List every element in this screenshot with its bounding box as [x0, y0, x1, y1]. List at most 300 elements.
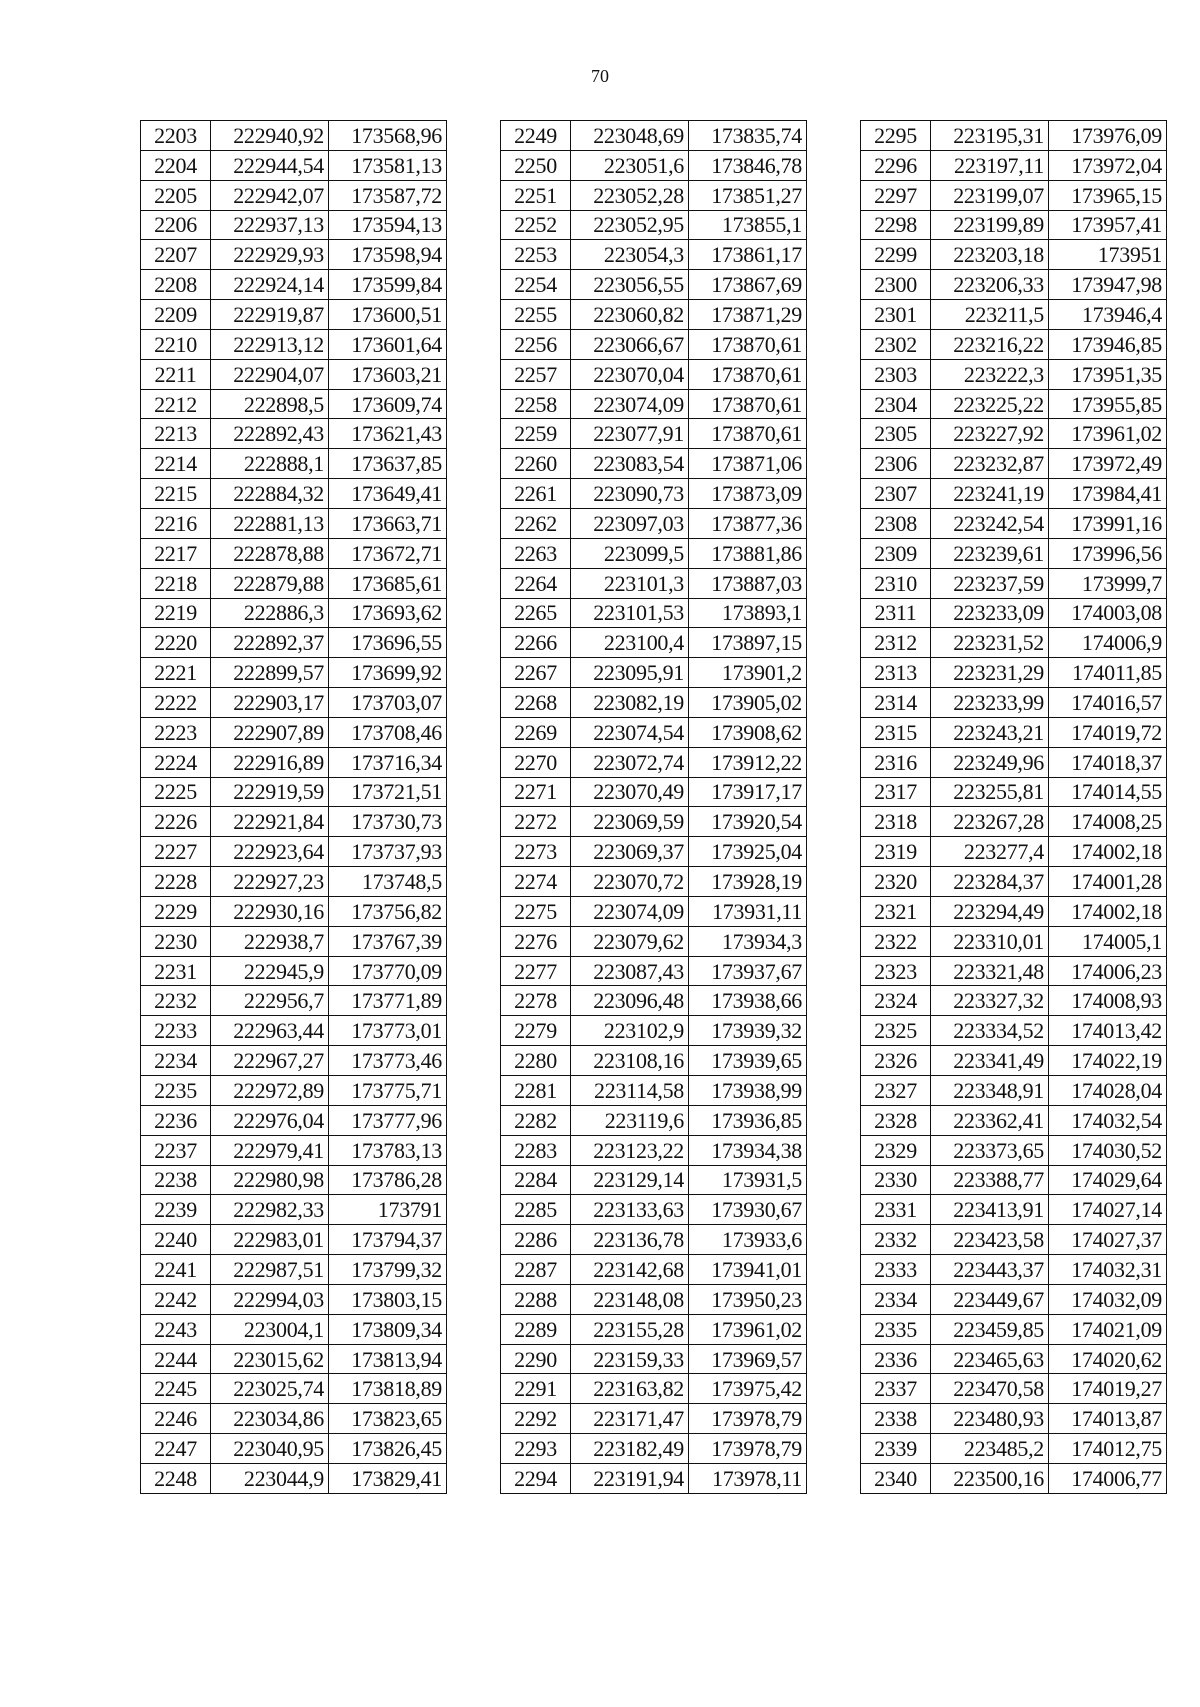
point-number-cell: 2261: [501, 479, 571, 509]
x-coordinate-cell: 223443,37: [931, 1255, 1049, 1285]
table-row: [861, 1284, 1167, 1314]
y-coordinate-cell: 173721,51: [329, 777, 447, 807]
y-coordinate-cell: 173905,02: [689, 688, 807, 718]
point-number-cell: 2256: [501, 329, 571, 359]
point-number-cell: 2336: [861, 1344, 931, 1374]
x-coordinate-cell: 223074,54: [571, 717, 689, 747]
table-row: [501, 896, 807, 926]
table-row: [501, 867, 807, 897]
table-row: [501, 1434, 807, 1464]
point-number-cell: 2240: [141, 1225, 211, 1255]
table-row: [861, 270, 1167, 300]
x-coordinate-cell: 222982,33: [211, 1195, 329, 1225]
y-coordinate-cell: 173851,27: [689, 180, 807, 210]
table-row: [861, 1046, 1167, 1076]
y-coordinate-cell: 173925,04: [689, 837, 807, 867]
table-row: [861, 1076, 1167, 1106]
x-coordinate-cell: 222903,17: [211, 688, 329, 718]
table-row: [861, 121, 1167, 151]
table-row: [501, 538, 807, 568]
x-coordinate-cell: 223470,58: [931, 1374, 1049, 1404]
table-row: [141, 568, 447, 598]
y-coordinate-cell: 173969,57: [689, 1344, 807, 1374]
x-coordinate-cell: 223277,4: [931, 837, 1049, 867]
point-number-cell: 2281: [501, 1076, 571, 1106]
coordinate-table-2: [500, 120, 807, 1494]
point-number-cell: 2260: [501, 449, 571, 479]
y-coordinate-cell: 173599,84: [329, 270, 447, 300]
point-number-cell: 2285: [501, 1195, 571, 1225]
x-coordinate-cell: 222898,5: [211, 389, 329, 419]
y-coordinate-cell: 173938,66: [689, 986, 807, 1016]
point-number-cell: 2270: [501, 747, 571, 777]
table-row: [141, 926, 447, 956]
point-number-cell: 2227: [141, 837, 211, 867]
point-number-cell: 2250: [501, 150, 571, 180]
x-coordinate-cell: 223090,73: [571, 479, 689, 509]
point-number-cell: 2320: [861, 867, 931, 897]
table-row: [141, 717, 447, 747]
y-coordinate-cell: 173855,1: [689, 210, 807, 240]
table-row: [861, 867, 1167, 897]
point-number-cell: 2318: [861, 807, 931, 837]
y-coordinate-cell: 173946,4: [1049, 300, 1167, 330]
y-coordinate-cell: 173893,1: [689, 598, 807, 628]
point-number-cell: 2236: [141, 1105, 211, 1135]
x-coordinate-cell: 222921,84: [211, 807, 329, 837]
y-coordinate-cell: 173609,74: [329, 389, 447, 419]
point-number-cell: 2224: [141, 747, 211, 777]
point-number-cell: 2219: [141, 598, 211, 628]
x-coordinate-cell: 223413,91: [931, 1195, 1049, 1225]
y-coordinate-cell: 173996,56: [1049, 538, 1167, 568]
table-row: [141, 1076, 447, 1106]
y-coordinate-cell: 173699,92: [329, 658, 447, 688]
x-coordinate-cell: 222892,43: [211, 419, 329, 449]
point-number-cell: 2288: [501, 1284, 571, 1314]
point-number-cell: 2218: [141, 568, 211, 598]
point-number-cell: 2228: [141, 867, 211, 897]
x-coordinate-cell: 223321,48: [931, 956, 1049, 986]
y-coordinate-cell: 173730,73: [329, 807, 447, 837]
y-coordinate-cell: 174028,04: [1049, 1076, 1167, 1106]
y-coordinate-cell: 173663,71: [329, 508, 447, 538]
point-number-cell: 2302: [861, 329, 931, 359]
y-coordinate-cell: 173972,04: [1049, 150, 1167, 180]
y-coordinate-cell: 173961,02: [689, 1314, 807, 1344]
point-number-cell: 2280: [501, 1046, 571, 1076]
x-coordinate-cell: 222979,41: [211, 1135, 329, 1165]
x-coordinate-cell: 223239,61: [931, 538, 1049, 568]
table-row: [501, 240, 807, 270]
table-row: [141, 1135, 447, 1165]
table-row: [501, 1016, 807, 1046]
point-number-cell: 2287: [501, 1255, 571, 1285]
x-coordinate-cell: 222878,88: [211, 538, 329, 568]
table-row: [861, 1434, 1167, 1464]
x-coordinate-cell: 223341,49: [931, 1046, 1049, 1076]
point-number-cell: 2205: [141, 180, 211, 210]
x-coordinate-cell: 223119,6: [571, 1105, 689, 1135]
y-coordinate-cell: 173881,86: [689, 538, 807, 568]
y-coordinate-cell: 173939,32: [689, 1016, 807, 1046]
y-coordinate-cell: 173984,41: [1049, 479, 1167, 509]
x-coordinate-cell: 223241,19: [931, 479, 1049, 509]
point-number-cell: 2234: [141, 1046, 211, 1076]
table-row: [141, 1314, 447, 1344]
x-coordinate-cell: 223243,21: [931, 717, 1049, 747]
y-coordinate-cell: 174027,14: [1049, 1195, 1167, 1225]
y-coordinate-cell: 173931,11: [689, 896, 807, 926]
x-coordinate-cell: 222929,93: [211, 240, 329, 270]
table-row: [861, 926, 1167, 956]
point-number-cell: 2262: [501, 508, 571, 538]
point-number-cell: 2232: [141, 986, 211, 1016]
table-row: [141, 837, 447, 867]
table-row: [861, 1404, 1167, 1434]
x-coordinate-cell: 223079,62: [571, 926, 689, 956]
y-coordinate-cell: 173861,17: [689, 240, 807, 270]
point-number-cell: 2308: [861, 508, 931, 538]
table-row: [861, 1195, 1167, 1225]
table-row: [501, 628, 807, 658]
x-coordinate-cell: 223362,41: [931, 1105, 1049, 1135]
x-coordinate-cell: 222963,44: [211, 1016, 329, 1046]
table-row: [861, 658, 1167, 688]
y-coordinate-cell: 174018,37: [1049, 747, 1167, 777]
table-row: [861, 538, 1167, 568]
x-coordinate-cell: 223206,33: [931, 270, 1049, 300]
point-number-cell: 2257: [501, 359, 571, 389]
x-coordinate-cell: 222907,89: [211, 717, 329, 747]
y-coordinate-cell: 173773,46: [329, 1046, 447, 1076]
point-number-cell: 2325: [861, 1016, 931, 1046]
point-number-cell: 2298: [861, 210, 931, 240]
table-row: [141, 777, 447, 807]
x-coordinate-cell: 222945,9: [211, 956, 329, 986]
y-coordinate-cell: 173598,94: [329, 240, 447, 270]
x-coordinate-cell: 223242,54: [931, 508, 1049, 538]
point-number-cell: 2246: [141, 1404, 211, 1434]
table-row: [501, 508, 807, 538]
x-coordinate-cell: 222938,7: [211, 926, 329, 956]
y-coordinate-cell: 174008,25: [1049, 807, 1167, 837]
point-number-cell: 2337: [861, 1374, 931, 1404]
point-number-cell: 2217: [141, 538, 211, 568]
table-row: [501, 1463, 807, 1493]
y-coordinate-cell: 173897,15: [689, 628, 807, 658]
table-row: [861, 359, 1167, 389]
table-row: [501, 1195, 807, 1225]
x-coordinate-cell: 222892,37: [211, 628, 329, 658]
table-row: [861, 688, 1167, 718]
x-coordinate-cell: 223097,03: [571, 508, 689, 538]
point-number-cell: 2253: [501, 240, 571, 270]
y-coordinate-cell: 174002,18: [1049, 896, 1167, 926]
point-number-cell: 2328: [861, 1105, 931, 1135]
x-coordinate-cell: 223163,82: [571, 1374, 689, 1404]
y-coordinate-cell: 173941,01: [689, 1255, 807, 1285]
x-coordinate-cell: 222899,57: [211, 658, 329, 688]
table-row: [141, 688, 447, 718]
x-coordinate-cell: 222976,04: [211, 1105, 329, 1135]
x-coordinate-cell: 223095,91: [571, 658, 689, 688]
x-coordinate-cell: 223465,63: [931, 1344, 1049, 1374]
table-row: [861, 1016, 1167, 1046]
point-number-cell: 2272: [501, 807, 571, 837]
table-row: [861, 717, 1167, 747]
point-number-cell: 2211: [141, 359, 211, 389]
x-coordinate-cell: 223056,55: [571, 270, 689, 300]
table-row: [141, 1046, 447, 1076]
point-number-cell: 2231: [141, 956, 211, 986]
y-coordinate-cell: 173908,62: [689, 717, 807, 747]
y-coordinate-cell: 173928,19: [689, 867, 807, 897]
y-coordinate-cell: 173937,67: [689, 956, 807, 986]
y-coordinate-cell: 173978,79: [689, 1434, 807, 1464]
point-number-cell: 2340: [861, 1463, 931, 1493]
x-coordinate-cell: 223034,86: [211, 1404, 329, 1434]
y-coordinate-cell: 174032,09: [1049, 1284, 1167, 1314]
y-coordinate-cell: 173938,99: [689, 1076, 807, 1106]
point-number-cell: 2269: [501, 717, 571, 747]
x-coordinate-cell: 223054,3: [571, 240, 689, 270]
point-number-cell: 2247: [141, 1434, 211, 1464]
x-coordinate-cell: 223155,28: [571, 1314, 689, 1344]
x-coordinate-cell: 223015,62: [211, 1344, 329, 1374]
table-row: [141, 598, 447, 628]
table-row: [861, 449, 1167, 479]
table-row: [141, 1165, 447, 1195]
y-coordinate-cell: 173823,65: [329, 1404, 447, 1434]
point-number-cell: 2264: [501, 568, 571, 598]
point-number-cell: 2204: [141, 150, 211, 180]
table-row: [501, 837, 807, 867]
x-coordinate-cell: 223348,91: [931, 1076, 1049, 1106]
y-coordinate-cell: 174001,28: [1049, 867, 1167, 897]
point-number-cell: 2268: [501, 688, 571, 718]
x-coordinate-cell: 223267,28: [931, 807, 1049, 837]
x-coordinate-cell: 223099,5: [571, 538, 689, 568]
x-coordinate-cell: 223373,65: [931, 1135, 1049, 1165]
x-coordinate-cell: 223232,87: [931, 449, 1049, 479]
x-coordinate-cell: 223423,58: [931, 1225, 1049, 1255]
x-coordinate-cell: 223231,52: [931, 628, 1049, 658]
table-row: [861, 777, 1167, 807]
y-coordinate-cell: 173934,3: [689, 926, 807, 956]
x-coordinate-cell: 223388,77: [931, 1165, 1049, 1195]
point-number-cell: 2273: [501, 837, 571, 867]
y-coordinate-cell: 173835,74: [689, 121, 807, 151]
y-coordinate-cell: 173767,39: [329, 926, 447, 956]
y-coordinate-cell: 173775,71: [329, 1076, 447, 1106]
x-coordinate-cell: 223101,3: [571, 568, 689, 598]
table-row: [141, 747, 447, 777]
x-coordinate-cell: 223040,95: [211, 1434, 329, 1464]
x-coordinate-cell: 223070,49: [571, 777, 689, 807]
x-coordinate-cell: 223136,78: [571, 1225, 689, 1255]
point-number-cell: 2324: [861, 986, 931, 1016]
x-coordinate-cell: 223087,43: [571, 956, 689, 986]
x-coordinate-cell: 223310,01: [931, 926, 1049, 956]
y-coordinate-cell: 174032,54: [1049, 1105, 1167, 1135]
table-row: [861, 240, 1167, 270]
point-number-cell: 2306: [861, 449, 931, 479]
point-number-cell: 2312: [861, 628, 931, 658]
y-coordinate-cell: 174003,08: [1049, 598, 1167, 628]
x-coordinate-cell: 223485,2: [931, 1434, 1049, 1464]
point-number-cell: 2334: [861, 1284, 931, 1314]
point-number-cell: 2294: [501, 1463, 571, 1493]
table-row: [501, 1404, 807, 1434]
table-row: [861, 479, 1167, 509]
table-row: [141, 986, 447, 1016]
table-row: [861, 628, 1167, 658]
point-number-cell: 2333: [861, 1255, 931, 1285]
point-number-cell: 2311: [861, 598, 931, 628]
table-row: [861, 1225, 1167, 1255]
point-number-cell: 2226: [141, 807, 211, 837]
point-number-cell: 2305: [861, 419, 931, 449]
table-row: [861, 568, 1167, 598]
x-coordinate-cell: 222972,89: [211, 1076, 329, 1106]
table-row: [861, 956, 1167, 986]
table-row: [861, 329, 1167, 359]
x-coordinate-cell: 223459,85: [931, 1314, 1049, 1344]
table-row: [861, 1165, 1167, 1195]
point-number-cell: 2209: [141, 300, 211, 330]
point-number-cell: 2212: [141, 389, 211, 419]
x-coordinate-cell: 223074,09: [571, 896, 689, 926]
table-row: [501, 807, 807, 837]
point-number-cell: 2310: [861, 568, 931, 598]
table-row: [501, 1076, 807, 1106]
point-number-cell: 2210: [141, 329, 211, 359]
table-row: [501, 1374, 807, 1404]
x-coordinate-cell: 223225,22: [931, 389, 1049, 419]
y-coordinate-cell: 173783,13: [329, 1135, 447, 1165]
table-row: [141, 658, 447, 688]
table-row: [501, 389, 807, 419]
x-coordinate-cell: 223199,07: [931, 180, 1049, 210]
point-number-cell: 2248: [141, 1463, 211, 1493]
table-row: [861, 419, 1167, 449]
point-number-cell: 2322: [861, 926, 931, 956]
y-coordinate-cell: 173871,29: [689, 300, 807, 330]
y-coordinate-cell: 173871,06: [689, 449, 807, 479]
point-number-cell: 2274: [501, 867, 571, 897]
x-coordinate-cell: 222983,01: [211, 1225, 329, 1255]
point-number-cell: 2242: [141, 1284, 211, 1314]
y-coordinate-cell: 173991,16: [1049, 508, 1167, 538]
x-coordinate-cell: 223334,52: [931, 1016, 1049, 1046]
x-coordinate-cell: 223182,49: [571, 1434, 689, 1464]
table-row: [501, 1255, 807, 1285]
table-row: [141, 121, 447, 151]
x-coordinate-cell: 223284,37: [931, 867, 1049, 897]
y-coordinate-cell: 174012,75: [1049, 1434, 1167, 1464]
coordinate-table-3: [860, 120, 1167, 1494]
table-row: [141, 329, 447, 359]
y-coordinate-cell: 173975,42: [689, 1374, 807, 1404]
point-number-cell: 2319: [861, 837, 931, 867]
y-coordinate-cell: 173917,17: [689, 777, 807, 807]
x-coordinate-cell: 223129,14: [571, 1165, 689, 1195]
y-coordinate-cell: 173737,93: [329, 837, 447, 867]
point-number-cell: 2283: [501, 1135, 571, 1165]
x-coordinate-cell: 223159,33: [571, 1344, 689, 1374]
point-number-cell: 2267: [501, 658, 571, 688]
x-coordinate-cell: 223255,81: [931, 777, 1049, 807]
x-coordinate-cell: 223044,9: [211, 1463, 329, 1493]
x-coordinate-cell: 222919,59: [211, 777, 329, 807]
table-row: [141, 1463, 447, 1493]
x-coordinate-cell: 223069,59: [571, 807, 689, 837]
x-coordinate-cell: 223102,9: [571, 1016, 689, 1046]
table-row: [141, 300, 447, 330]
y-coordinate-cell: 173716,34: [329, 747, 447, 777]
x-coordinate-cell: 223083,54: [571, 449, 689, 479]
point-number-cell: 2278: [501, 986, 571, 1016]
point-number-cell: 2276: [501, 926, 571, 956]
point-number-cell: 2289: [501, 1314, 571, 1344]
table-row: [141, 359, 447, 389]
point-number-cell: 2317: [861, 777, 931, 807]
point-number-cell: 2323: [861, 956, 931, 986]
point-number-cell: 2230: [141, 926, 211, 956]
x-coordinate-cell: 223123,22: [571, 1135, 689, 1165]
y-coordinate-cell: 173603,21: [329, 359, 447, 389]
table-row: [141, 1016, 447, 1046]
y-coordinate-cell: 173931,5: [689, 1165, 807, 1195]
point-number-cell: 2313: [861, 658, 931, 688]
point-number-cell: 2213: [141, 419, 211, 449]
table-row: [861, 837, 1167, 867]
y-coordinate-cell: 173930,67: [689, 1195, 807, 1225]
y-coordinate-cell: 174008,93: [1049, 986, 1167, 1016]
y-coordinate-cell: 173999,7: [1049, 568, 1167, 598]
point-number-cell: 2238: [141, 1165, 211, 1195]
x-coordinate-cell: 223199,89: [931, 210, 1049, 240]
y-coordinate-cell: 173951,35: [1049, 359, 1167, 389]
x-coordinate-cell: 223142,68: [571, 1255, 689, 1285]
x-coordinate-cell: 223203,18: [931, 240, 1049, 270]
y-coordinate-cell: 173703,07: [329, 688, 447, 718]
point-number-cell: 2259: [501, 419, 571, 449]
table-row: [141, 240, 447, 270]
point-number-cell: 2321: [861, 896, 931, 926]
table-row: [141, 1374, 447, 1404]
x-coordinate-cell: 222881,13: [211, 508, 329, 538]
point-number-cell: 2300: [861, 270, 931, 300]
x-coordinate-cell: 222884,32: [211, 479, 329, 509]
table-row: [141, 1344, 447, 1374]
table-row: [141, 896, 447, 926]
x-coordinate-cell: 222879,88: [211, 568, 329, 598]
table-row: [501, 658, 807, 688]
point-number-cell: 2221: [141, 658, 211, 688]
point-number-cell: 2290: [501, 1344, 571, 1374]
y-coordinate-cell: 173873,09: [689, 479, 807, 509]
y-coordinate-cell: 173794,37: [329, 1225, 447, 1255]
point-number-cell: 2335: [861, 1314, 931, 1344]
table-row: [141, 419, 447, 449]
point-number-cell: 2339: [861, 1434, 931, 1464]
table-row: [861, 1314, 1167, 1344]
table-row: [501, 1046, 807, 1076]
y-coordinate-cell: 173770,09: [329, 956, 447, 986]
point-number-cell: 2277: [501, 956, 571, 986]
